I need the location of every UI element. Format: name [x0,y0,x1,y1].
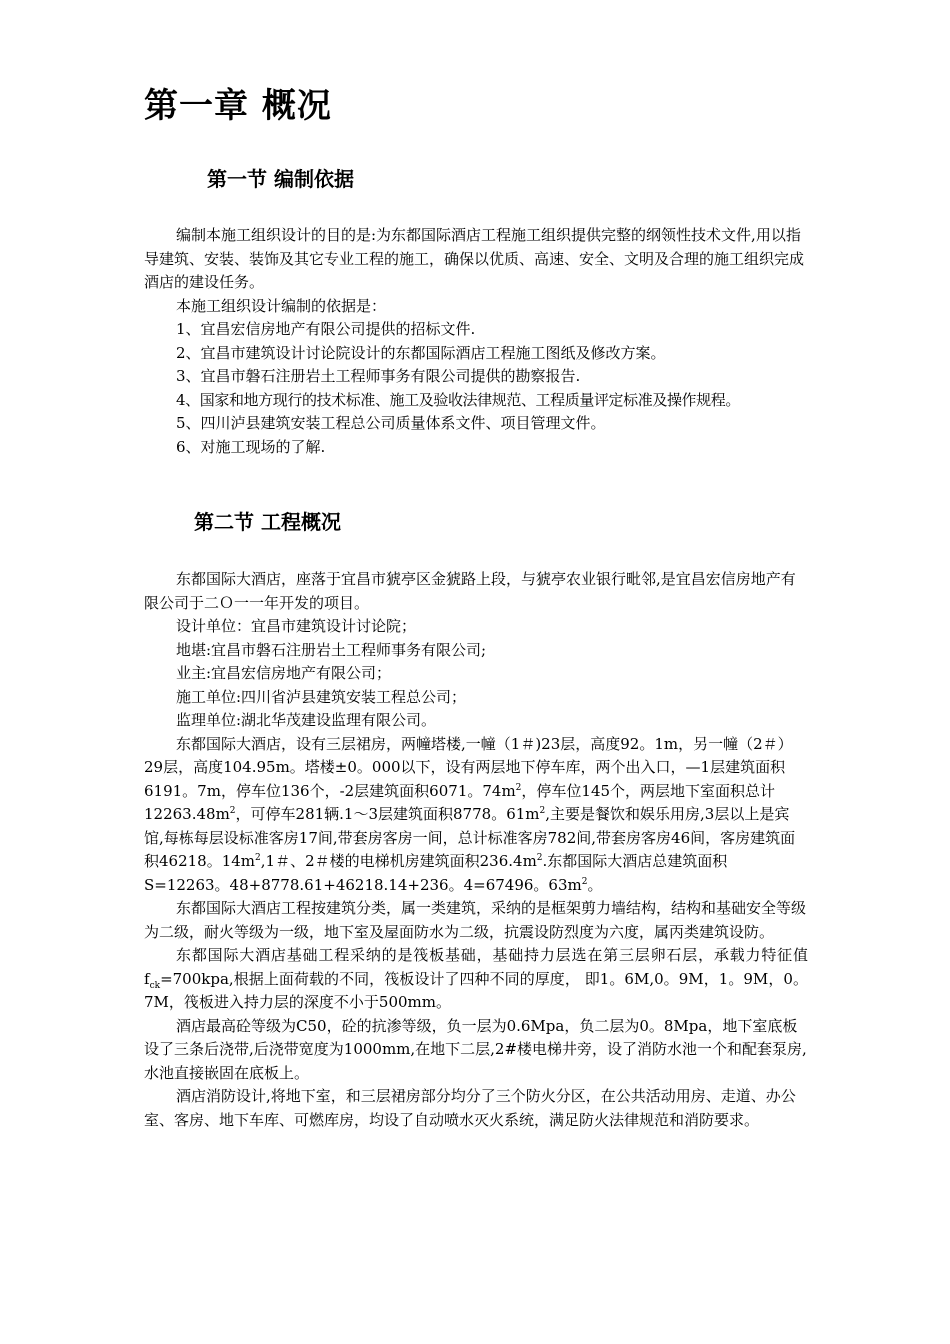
basis-item: 3、宜昌市磐石注册岩土工程师事务有限公司提供的勘察报告. [176,367,581,385]
foundation-paragraph [144,944,808,1015]
survey-unit-line: 地堪:宜昌市磐石注册岩土工程师事务有限公司; [176,640,487,659]
classification-paragraph: 东都国际大酒店工程按建筑分类，属一类建筑，采纳的是框架剪力墙结构，结构和基础安全等级为二级，耐火等级为一级，地下室及屋面防水为二级，抗震设防烈度为六度，属丙类建筑设防。 [144,899,807,941]
scale-text-3: ，可停车281辆.1～3层建筑面积8778。61m [235,805,540,823]
scale-paragraph [144,733,808,898]
superscript: 2 [581,876,588,887]
section-title-basis: 第一节 编制依据 [207,167,354,191]
superscript: 2 [536,853,543,863]
concrete-paragraph: 酒店最高砼等级为C50，砼的抗渗等级，负一层为0.6Mpa，负二层为0。8Mpa，地下室底板设了三条后浇带,后浇带宽度为1000mm,在地下二层,2#楼电梯井旁，设了消防水池一个和配套泵房,水池直接嵌固在底板上。 [144,1016,807,1082]
owner-line: 业主:宜昌宏信房地产有限公司； [176,664,392,682]
design-unit-line: 设计单位：宜昌市建筑设计讨论院； [176,617,417,635]
basis-lead-line: 本施工组织设计编制的依据是： [176,296,387,315]
scale-text-1: 东都国际大酒店，设有三层裙房，两幢塔楼,一幢（1＃)23层，高度92。1m，另一幢（2＃）29层，高度104.95m。塔楼±0。000以下，设有两层地下停车库，两个出入口，—1层建筑面积6191。7m，停车位136个，-2层建筑面积6071。74m [144,734,793,800]
subscript: ck [149,980,161,991]
basis-item: 5、四川泸县建筑安装工程总公司质量体系文件、项目管理文件。 [176,414,606,432]
basis-item: 2、宜昌市建筑设计讨论院设计的东都国际酒店工程施工图纸及修改方案。 [176,343,666,362]
foundation-text-2: =700kpa,根据上面荷载的不同，筏板设计了四种不同的厚度， 即1。6M,0。9M，1。9M，0。7M，筏板进入持力层的深度不小于500mm。 [144,969,808,1011]
superscript: 2 [539,806,546,816]
superscript: 2 [515,782,522,793]
location-paragraph: 东都国际大酒店，座落于宜昌市猇亭区金猇路上段，与猇亭农业银行毗邻,是宜昌宏信房地产有限公司于二Ｏ一一年开发的项目。 [144,570,796,612]
section-title-overview: 第二节 工程概况 [194,510,341,534]
constructor-line: 施工单位:四川省泸县建筑安装工程总公司； [176,687,467,706]
section-overview-body [144,568,808,1132]
scale-text-2: ，停车位145个，两层地下室面积总计12263.48m [144,781,776,823]
foundation-text-1: 东都国际大酒店基础工程采纳的是筏板基础，基础持力层选在第三层卵石层，承载力特征值f [144,946,808,988]
superscript: 2 [229,806,236,816]
section-basis-body [144,224,808,459]
basis-intro-paragraph: 编制本施工组织设计的目的是:为东都国际酒店工程施工组织提供完整的纲领性技术文件,用以指导建筑、安装、装饰及其它专业工程的施工，确保以优质、高速、安全、文明及合理的施工组织完成酒店的建设任务。 [144,226,805,291]
scale-text-6: .东都国际大酒店总建筑面积S=12263。48+8778.61+46218.14+236。4=67496。63m [144,852,728,894]
basis-item: 6、对施工现场的了解. [176,437,326,456]
scale-text-7: 。 [587,875,603,894]
chapter-title: 第一章 概况 [144,86,332,126]
basis-item: 1、宜昌宏信房地产有限公司提供的招标文件. [176,320,476,338]
scale-text-5: ,1＃、2＃楼的电梯机房建筑面积236.4m [260,852,537,870]
scale-text-4: ,主要是餐饮和娱乐用房,3层以上是宾馆,每栋每层设标准客房17间,带套房客房一间，总计标准客房782间,带套房客房46间，客房建筑面积46218。14m [144,805,796,870]
supervisor-line: 监理单位:湖北华茂建设监理有限公司。 [176,711,437,729]
fire-protection-paragraph: 酒店消防设计,将地下室，和三层裙房部分均分了三个防火分区，在公共活动用房、走道、办公室、客房、地下车库、可燃库房，均设了自动喷水灭火系统，满足防火法律规范和消防要求。 [144,1087,796,1129]
basis-item: 4、国家和地方现行的技术标准、施工及验收法律规范、工程质量评定标准及操作规程。 [176,390,740,409]
superscript: 2 [255,853,261,863]
